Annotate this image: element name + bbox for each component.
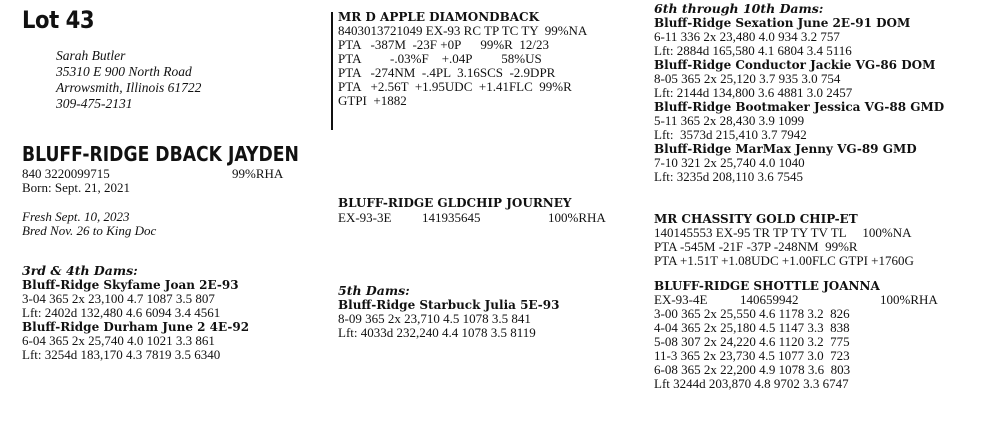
- sire-section: [338, 10, 587, 108]
- mgs-section: [654, 212, 914, 268]
- dam-8-lifetime: Lft: 3573d 215,410 3.7 7942: [654, 127, 807, 142]
- mgs-name: MR CHASSITY GOLD CHIP-ET: [654, 212, 858, 226]
- mgd-section: [654, 279, 984, 391]
- pedigree-divider-line: [331, 12, 333, 130]
- animal-rha: 99%RHA: [232, 166, 284, 181]
- dam-3-name: Bluff-Ridge Skyfame Joan 2E-93: [22, 278, 239, 292]
- dams-5-title: 5th Dams:: [338, 283, 410, 298]
- mgs-line-3: PTA +1.51T +1.08UDC +1.00FLC GTPI +1760G: [654, 253, 914, 268]
- sire-line-4: PTA -274NM -.4PL 3.16SCS -2.9DPR: [338, 65, 556, 80]
- dam-9-name: Bluff-Ridge MarMax Jenny VG-89 GMD: [654, 142, 917, 156]
- dam-4-lifetime: Lft: 3254d 183,170 4.3 7819 3.5 6340: [22, 347, 221, 362]
- sire-line-3: PTA -.03%F +.04P 58%US: [338, 51, 542, 66]
- dam-registration: 141935645: [422, 210, 481, 225]
- mgs-line-2: PTA -545M -21F -37P -248NM 99%R: [654, 239, 858, 254]
- lot-number: Lot 43: [22, 6, 95, 34]
- owner-address-line-2: Arrowsmith, Illinois 61722: [56, 80, 202, 95]
- dam-4-name: Bluff-Ridge Durham June 2 4E-92: [22, 320, 250, 334]
- dams-5-section: [338, 284, 559, 340]
- bred-info: Bred Nov. 26 to King Doc: [22, 223, 157, 238]
- mgd-name: BLUFF-RIDGE SHOTTLE JOANNA: [654, 279, 880, 293]
- dam-7-record: 8-05 365 2x 25,120 3.7 935 3.0 754: [654, 71, 841, 86]
- dam-5-lifetime: Lft: 4033d 232,240 4.4 1078 3.5 8119: [338, 325, 536, 340]
- sire-line-5: PTA +2.56T +1.95UDC +1.41FLC 99%R: [338, 79, 572, 94]
- owner-phone: 309-475-2131: [56, 96, 133, 111]
- mgd-class: EX-93-4E: [654, 292, 708, 307]
- dam-6-record: 6-11 336 2x 23,480 4.0 934 3.2 757: [654, 29, 840, 44]
- dam-9-record: 7-10 321 2x 25,740 4.0 1040: [654, 155, 805, 170]
- mgd-record-4: 11-3 365 2x 23,730 4.5 1077 3.0 723: [654, 348, 850, 363]
- dams-3-4-section: [22, 264, 249, 362]
- mgd-registration: 140659942: [740, 292, 799, 307]
- owner-address-line-1: 35310 E 900 North Road: [56, 64, 192, 79]
- sire-line-6: GTPI +1882: [338, 93, 407, 108]
- sire-line-1: 8403013721049 EX-93 RC TP TC TY 99%NA: [338, 23, 588, 38]
- dam-5-name: Bluff-Ridge Starbuck Julia 5E-93: [338, 298, 560, 312]
- dams-3-4-title: 3rd & 4th Dams:: [22, 263, 138, 278]
- dams-6-10-section: [654, 2, 944, 184]
- mgd-rha: 100%RHA: [880, 292, 938, 307]
- dam-6-lifetime: Lft: 2884d 165,580 4.1 6804 3.4 5116: [654, 43, 852, 58]
- dams-6-10-title: 6th through 10th Dams:: [654, 1, 824, 16]
- dam-4-record: 6-04 365 2x 25,740 4.0 1021 3.3 861: [22, 333, 215, 348]
- dam-rha: 100%RHA: [548, 210, 606, 225]
- animal-registration: 840 3220099715: [22, 166, 110, 181]
- animal-born: Born: Sept. 21, 2021: [22, 180, 130, 195]
- dam-5-record: 8-09 365 2x 23,710 4.5 1078 3.5 841: [338, 311, 531, 326]
- animal-name: BLUFF-RIDGE DBACK JAYDEN: [22, 142, 299, 166]
- dam-7-name: Bluff-Ridge Conductor Jackie VG-86 DOM: [654, 58, 936, 72]
- mgs-line-1: 140145553 EX-95 TR TP TY TV TL 100%NA: [654, 225, 912, 240]
- owner-info: [56, 48, 201, 112]
- sire-name: MR D APPLE DIAMONDBACK: [338, 10, 540, 24]
- dam-3-record: 3-04 365 2x 23,100 4.7 1087 3.5 807: [22, 291, 215, 306]
- dam-8-record: 5-11 365 2x 28,430 3.9 1099: [654, 113, 805, 128]
- dam-3-lifetime: Lft: 2402d 132,480 4.6 6094 3.4 4561: [22, 305, 221, 320]
- mgd-record-2: 4-04 365 2x 25,180 4.5 1147 3.3 838: [654, 320, 850, 335]
- mgd-record-3: 5-08 307 2x 24,220 4.6 1120 3.2 775: [654, 334, 850, 349]
- dam-7-lifetime: Lft: 2144d 134,800 3.6 4881 3.0 2457: [654, 85, 853, 100]
- dam-6-name: Bluff-Ridge Sexation June 2E-91 DOM: [654, 16, 911, 30]
- dam-9-lifetime: Lft: 3235d 208,110 3.6 7545: [654, 169, 804, 184]
- mgd-record-5: 6-08 365 2x 22,200 4.9 1078 3.6 803: [654, 362, 851, 377]
- dam-8-name: Bluff-Ridge Bootmaker Jessica VG-88 GMD: [654, 100, 945, 114]
- dam-name: BLUFF-RIDGE GLDCHIP JOURNEY: [338, 196, 572, 210]
- dam-class: EX-93-3E: [338, 210, 392, 225]
- sire-line-2: PTA -387M -23F +0P 99%R 12/23: [338, 37, 549, 52]
- mgd-lifetime: Lft 3244d 203,870 4.8 9702 3.3 6747: [654, 376, 849, 391]
- owner-name: Sarah Butler: [56, 48, 126, 63]
- mgd-record-1: 3-00 365 2x 25,550 4.6 1178 3.2 826: [654, 306, 850, 321]
- fresh-date: Fresh Sept. 10, 2023: [22, 209, 130, 224]
